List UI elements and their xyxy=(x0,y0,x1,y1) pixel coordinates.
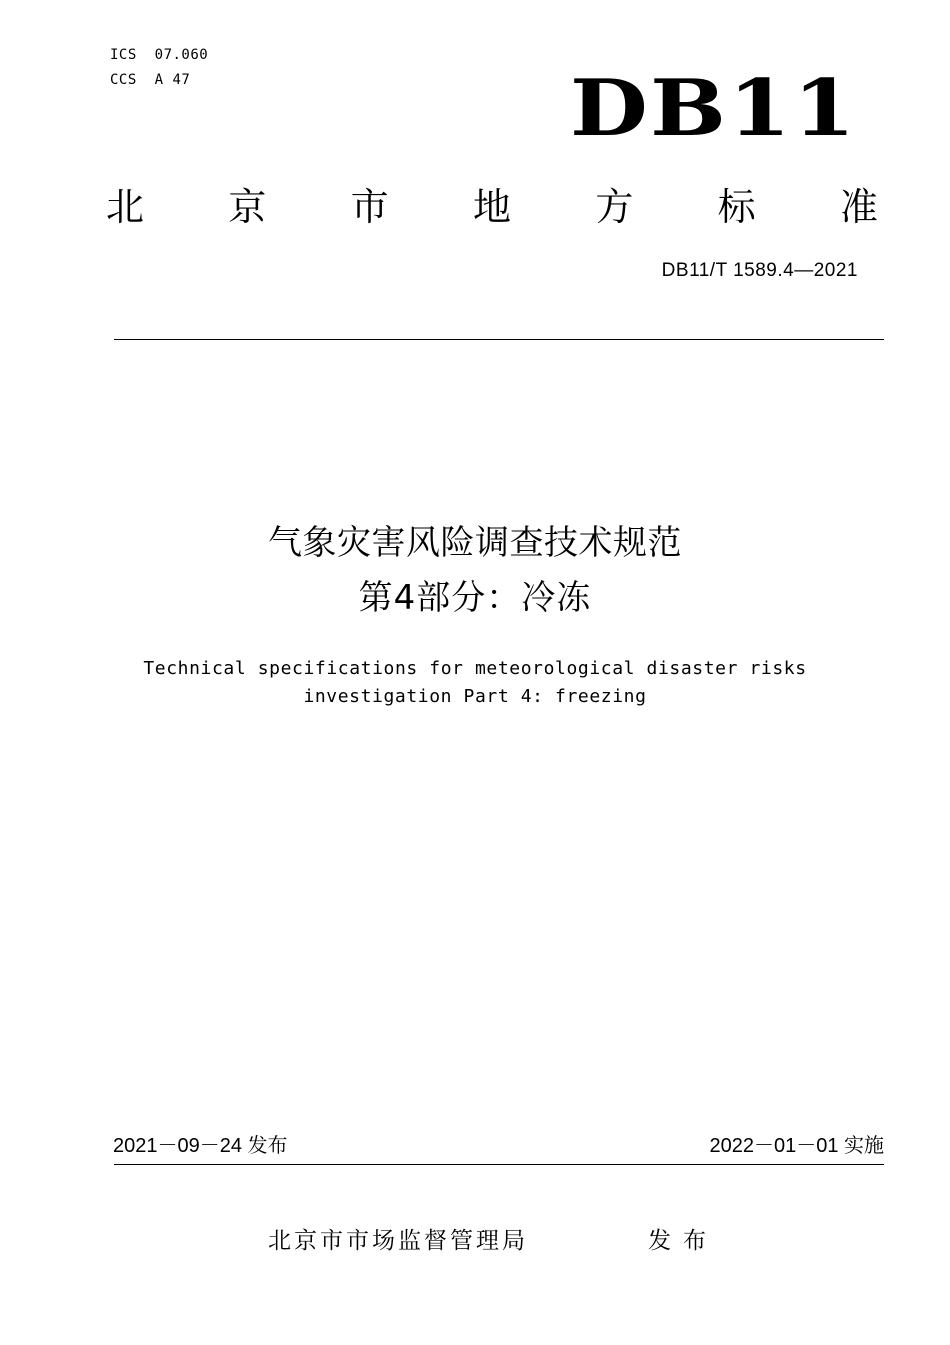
standard-type-char: 北 xyxy=(106,185,145,229)
publish-date: 2021－09－24 发布 xyxy=(113,1135,288,1157)
english-title-line-2: investigation Part 4: freezing xyxy=(303,686,647,707)
implementation-date: 2022－01－01 实施 xyxy=(709,1135,884,1157)
standard-type-char: 京 xyxy=(228,185,267,229)
ics-code: ICS 07.060 xyxy=(110,47,209,63)
standard-type-char: 地 xyxy=(472,185,511,229)
issuing-authority: 北京市市场监督管理局 xyxy=(268,1228,528,1254)
standard-type-heading xyxy=(106,183,878,231)
top-divider xyxy=(114,339,884,340)
standard-type-char: 准 xyxy=(839,185,878,229)
bottom-divider xyxy=(114,1164,884,1165)
standard-number: DB11/T 1589.4—2021 xyxy=(661,260,858,281)
ccs-code: CCS A 47 xyxy=(110,72,191,88)
db11-logo: DB11 xyxy=(570,63,858,154)
document-title: 气象灾害风险调查技术规范 xyxy=(268,523,682,563)
document-part-title: 第4部分：冷冻 xyxy=(358,578,592,618)
english-title-line-1: Technical specifications for meteorological disaster risks xyxy=(143,658,807,679)
standard-type-char: 方 xyxy=(595,185,634,229)
standard-type-char: 标 xyxy=(717,185,756,229)
issue-label: 发布 xyxy=(648,1228,718,1254)
standard-type-char: 市 xyxy=(350,185,389,229)
